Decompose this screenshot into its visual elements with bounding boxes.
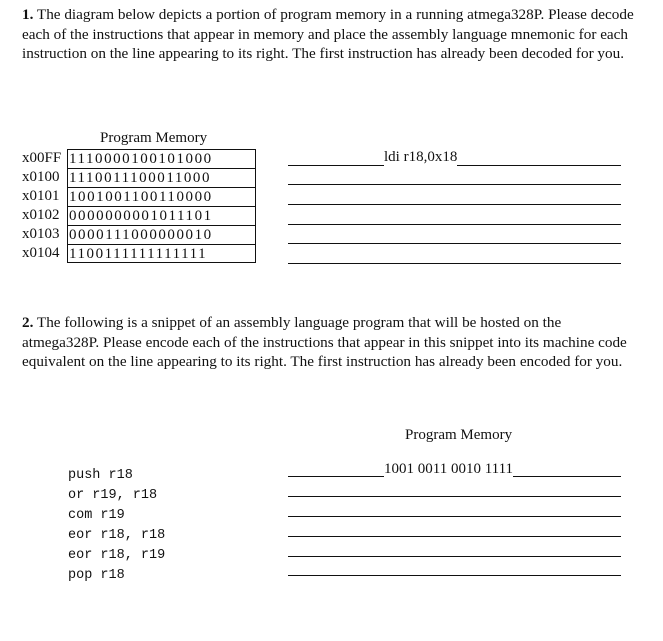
question-2-text: The following is a snippet of an assembly language program that will be hosted on the atmega328P. Please encode each of the instructions that appear in this snippet into its machine code equivalent on the line appearing to its right. The first instruction has already been encoded for you. <box>22 314 627 371</box>
code-line: eor r18, r19 <box>68 548 166 563</box>
memory-row <box>22 206 256 225</box>
program-memory-title-2: Program Memory <box>405 427 513 443</box>
answer-line-decode-2[interactable] <box>288 166 621 185</box>
memory-row <box>22 149 256 168</box>
memory-row <box>22 187 256 206</box>
question-2-number: 2. <box>22 314 34 331</box>
code-line: or r19, r18 <box>68 488 158 503</box>
code-line: pop r18 <box>68 568 125 583</box>
memory-address: x0100 <box>22 169 60 185</box>
answer-line-encode-2[interactable] <box>288 478 621 497</box>
memory-bits: 1110000100101000 <box>67 149 256 168</box>
memory-address: x00FF <box>22 150 62 166</box>
memory-row <box>22 225 256 244</box>
memory-bits: 0000000001011101 <box>67 206 256 225</box>
answer-line-decode-6[interactable] <box>288 245 621 264</box>
code-line: push r18 <box>68 468 133 483</box>
memory-bits: 1100111111111111 <box>67 244 256 263</box>
encoded-answer: 1001 0011 0010 1111 <box>384 461 514 477</box>
memory-row <box>22 168 256 187</box>
memory-address: x0104 <box>22 245 60 261</box>
memory-bits: 1110011100011000 <box>67 168 256 187</box>
memory-bits: 0000111000000010 <box>67 225 256 244</box>
answer-line-decode-3[interactable] <box>288 186 621 205</box>
program-memory-table <box>22 149 256 263</box>
question-1-number: 1. <box>22 6 34 23</box>
answer-line-decode-4[interactable] <box>288 206 621 225</box>
answer-line-encode-6[interactable] <box>288 557 621 576</box>
memory-row <box>22 244 256 263</box>
answer-line-encode-3[interactable] <box>288 498 621 517</box>
code-line: com r19 <box>68 508 125 523</box>
question-1 <box>22 5 634 64</box>
code-line: eor r18, r18 <box>68 528 166 543</box>
memory-address: x0101 <box>22 188 60 204</box>
program-memory-title-1: Program Memory <box>100 130 208 146</box>
memory-address: x0102 <box>22 207 60 223</box>
answer-line-encode-4[interactable] <box>288 518 621 537</box>
memory-bits: 1001001100110000 <box>67 187 256 206</box>
answer-line-encode-5[interactable] <box>288 538 621 557</box>
decoded-answer: ldi r18,0x18 <box>384 149 458 165</box>
answer-line-decode-5[interactable] <box>288 225 621 244</box>
question-2 <box>22 313 634 372</box>
question-1-text: The diagram below depicts a portion of program memory in a running atmega328P. Please decode each of the instructions that appear in memory and place the assembly language mnemonic for each instruction on the line appearing to its right. The first instruction has already been decoded for you. <box>22 6 634 63</box>
memory-address: x0103 <box>22 226 60 242</box>
